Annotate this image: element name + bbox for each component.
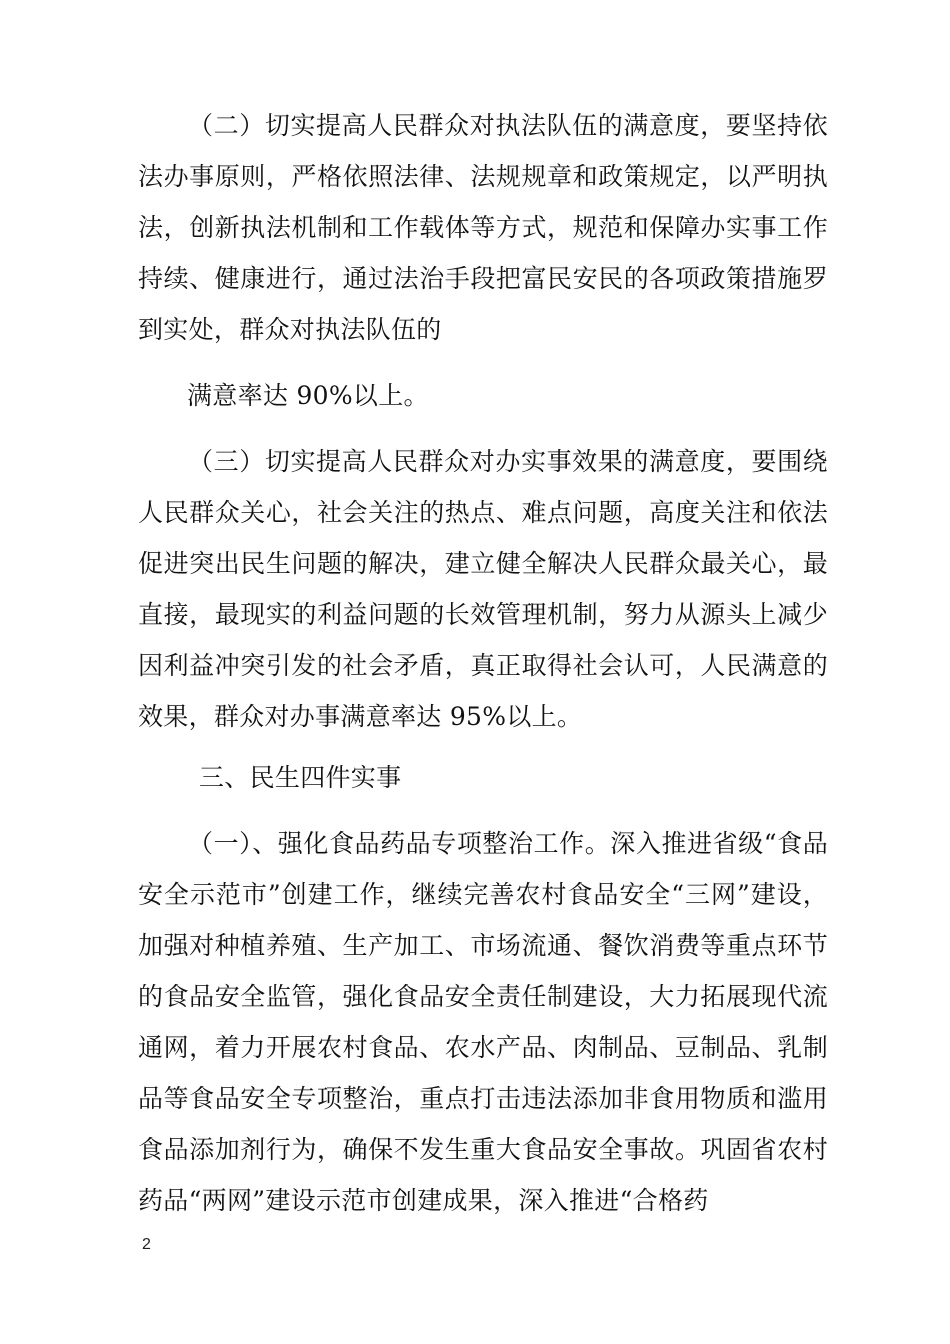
paragraph-practical-effect-satisfaction: （三）切实提高人民群众对办实事效果的满意度，要围绕人民群众关心，社会关注的热点、难点问题，高度关注和依法促进突出民生问题的解决，建立健全解决人民群众最关心，最直接，最现实的利益问题的长效管理机制，努力从源头上减少因利益冲突引发的社会矛盾，真正取得社会认可，人民满意的效果，群众对办事满意率达 95%以上。 <box>138 447 828 731</box>
section-heading: 三、民生四件实事 <box>199 763 402 792</box>
page-number: 2 <box>142 1236 151 1253</box>
paragraph-satisfaction-rate: 满意率达 90%以上。 <box>187 381 429 410</box>
paragraph-law-enforcement-satisfaction: （二）切实提高人民群众对执法队伍的满意度，要坚持依法办事原则，严格依照法律、法规规章和政策规定，以严明执法，创新执法机制和工作载体等方式，规范和保障办实事工作持续、健康进行，通过法治手段把富民安民的各项政策措施罗到实处，群众对执法队伍的 <box>138 111 828 344</box>
paragraph-food-drug-rectification: （一）、强化食品药品专项整治工作。深入推进省级“食品安全示范市”创建工作，继续完善农村食品安全“三网”建设，加强对种植养殖、生产加工、市场流通、餐饮消费等重点环节的食品安全监管，强化食品安全责任制建设，大力拓展现代流通网，着力开展农村食品、农水产品、肉制品、豆制品、乳制品等食品安全专项整治，重点打击违法添加非食用物质和滥用食品添加剂行为，确保不发生重大食品安全事故。巩固省农村药品“两网”建设示范市创建成果，深入推进“合格药 <box>138 829 828 1215</box>
